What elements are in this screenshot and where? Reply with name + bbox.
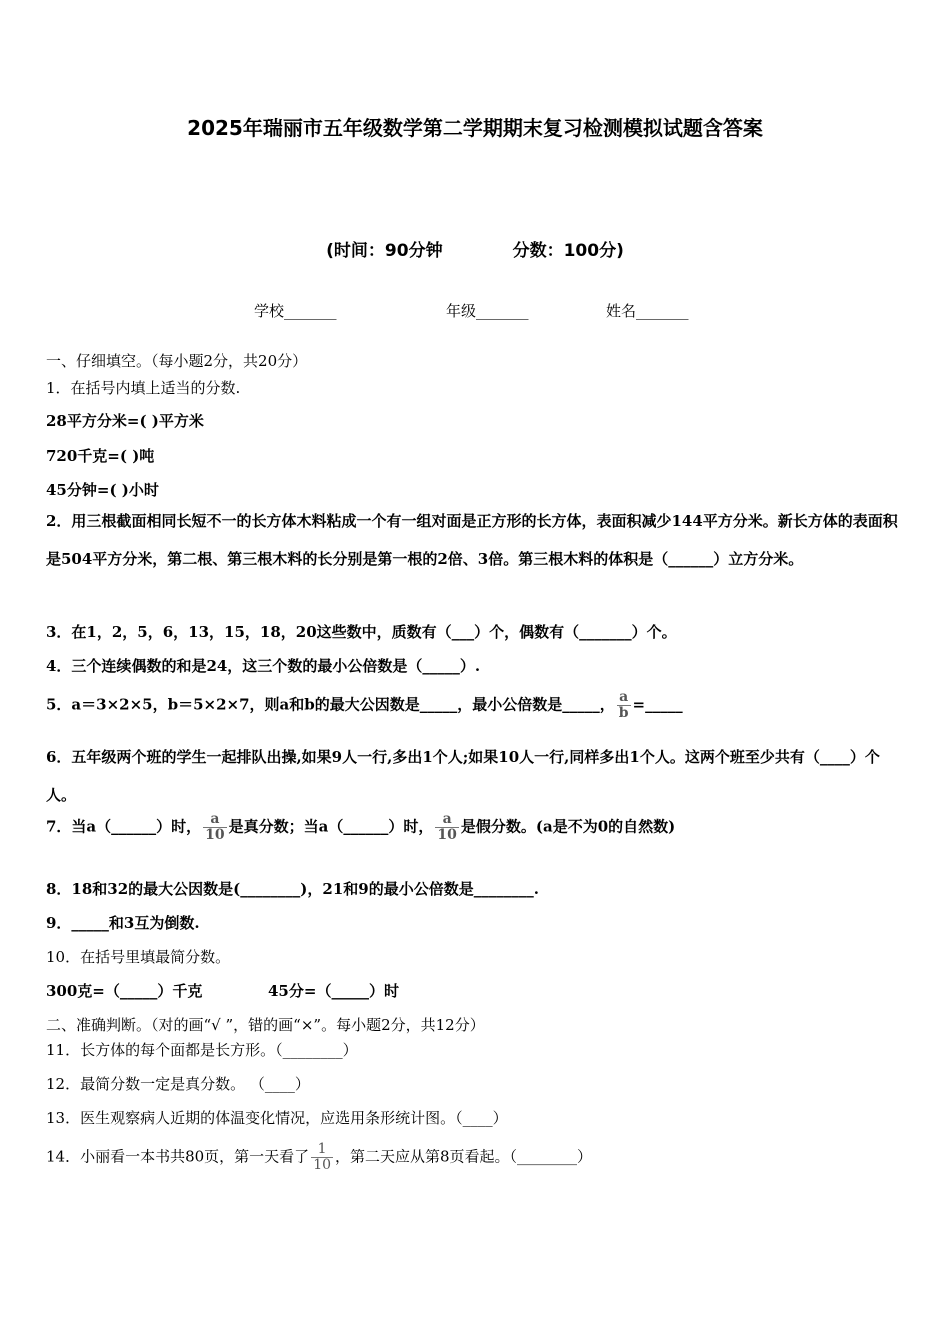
fraction-a-over-10-second: $\frac{a}{10}$: [437, 811, 457, 843]
name-field[interactable]: 姓名_______: [606, 302, 689, 320]
time-info: (时间：90分钟: [326, 241, 443, 261]
question-8: 8．18和32的最大公因数是(________)，21和9的最小公倍数是________.: [46, 880, 539, 898]
question-14: 14．小丽看一本书共80页，第一天看了 $\frac{1}{10}$ ，第二天应从第8页看起。（________）: [46, 1141, 593, 1173]
question-4: 4．三个连续偶数的和是24，这三个数的最小公倍数是（_____）.: [46, 657, 481, 675]
fraction-a-over-10: $\frac{a}{10}$: [205, 811, 225, 843]
school-field[interactable]: 学校_______: [254, 302, 337, 320]
exam-info: [0, 236, 950, 261]
question-6: 6．五年级两个班的学生一起排队出操,如果9人一行,多出1个人;如果10人一行,同样多出1个人。这两个班至少共有（____）个人。: [46, 748, 880, 804]
fraction-a-over-b: $\frac{a}{b}$: [618, 689, 629, 721]
question-2: 2．用三根截面相同长短不一的长方体木料粘成一个有一组对面是正方形的长方体，表面积减少144平方分米。新长方体的表面积是504平方分米，第二根、第三根木料的长分别是第一根的2倍、3倍。第三根木料的体积是（______）立方分米。: [46, 512, 898, 568]
grade-field[interactable]: 年级_______: [446, 302, 529, 320]
question-7: 7．当a（______）时， $\frac{a}{10}$ 是真分数；当a（______）时， $\frac{a}{10}$ 是假分数。(a是不为0的自然数): [46, 811, 676, 843]
section-1-heading: 一、仔细填空。（每小题2分，共20分）: [46, 352, 308, 370]
question-10a: 300克=（_____）千克: [46, 982, 203, 1000]
question-1b: 720千克=( )吨: [46, 447, 155, 465]
question-5-answer: =_____: [632, 695, 683, 714]
page-title: 2025年瑞丽市五年级数学第二学期期末复习检测模拟试题含答案: [187, 116, 763, 140]
question-12: 12．最简分数一定是真分数。 （____）: [46, 1075, 310, 1093]
question-13: 13．医生观察病人近期的体温变化情况，应选用条形统计图。（____）: [46, 1109, 508, 1127]
question-1a: 28平方分米=( )平方米: [46, 412, 204, 430]
section-2-heading: 二、准确判断。（对的画“√ ”，错的画“×”。每小题2分，共12分）: [46, 1016, 485, 1034]
score-info: 分数：100分): [512, 241, 624, 261]
question-3: 3．在1，2，5，6，13，15，18，20这些数中，质数有（___）个，偶数有（_______）个。: [46, 623, 677, 641]
question-1: 1．在括号内填上适当的分数.: [46, 379, 241, 397]
fraction-1-over-10: $\frac{1}{10}$: [313, 1141, 332, 1173]
question-9: 9．_____和3互为倒数.: [46, 914, 200, 932]
question-1c: 45分钟=( )小时: [46, 481, 159, 499]
question-11: 11．长方体的每个面都是长方形。（________）: [46, 1041, 358, 1059]
question-5: [46, 690, 683, 721]
question-5-text: 5．a＝3×2×5，b＝5×2×7，则a和b的最大公因数是_____，最小公倍数是_____，: [46, 695, 615, 714]
question-10b: 45分=（_____）时: [268, 982, 399, 1000]
question-10: 10．在括号里填最简分数。: [46, 948, 231, 966]
